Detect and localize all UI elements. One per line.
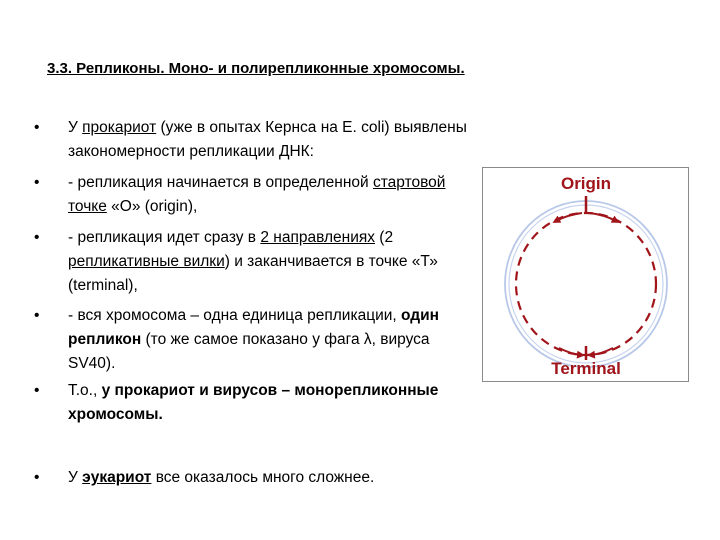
dna-circle-outer	[505, 201, 667, 367]
bullet-text-segment: (уже в опытах Кернса на E. coli) выявлены закономерности репликации ДНК:	[68, 119, 467, 160]
slide-title: 3.3. Репликоны. Моно- и полирепликонные хромосомы.	[47, 60, 465, 77]
bullet-icon: •	[34, 382, 40, 399]
bullet-text-segment: У	[68, 119, 83, 136]
bullet-item-eukaryotes	[34, 466, 474, 490]
bullet-item-two-directions	[34, 226, 474, 298]
bullet-text-segment: у прокариот и вирусов – монорепликонные хромосомы.	[68, 382, 439, 423]
bullet-text-segment: - репликация начинается в определенной	[68, 174, 373, 191]
bullet-text-segment: «О» (origin),	[106, 198, 198, 215]
replication-diagram	[482, 167, 689, 382]
bullet-icon: •	[34, 307, 40, 324]
bullet-text	[68, 226, 474, 298]
bullet-icon: •	[34, 119, 40, 136]
bullet-text-segment: - репликация идет сразу в	[68, 229, 261, 246]
bullet-text	[68, 116, 474, 164]
bullet-text-segment: прокариот	[82, 119, 157, 136]
bullet-item-prokaryotes	[34, 116, 474, 164]
bullet-text-segment: один репликон	[68, 307, 440, 348]
terminal-label: Terminal	[551, 359, 621, 378]
dna-circle-inner	[509, 205, 663, 363]
bullet-text	[68, 304, 474, 376]
bullet-item-start-point	[34, 171, 474, 219]
bullet-text-segment: репликативные вилки	[68, 253, 225, 270]
bullet-icon: •	[34, 174, 40, 191]
bullet-text-segment: У	[68, 469, 83, 486]
bullet-text-segment: ) и заканчивается в точке «Т» (terminal),	[68, 253, 438, 294]
bullet-item-one-replicon	[34, 304, 474, 376]
new-strand-dashed	[516, 213, 656, 355]
bullet-item-monoreplicon	[34, 379, 474, 427]
bullet-text	[68, 379, 474, 427]
bullet-text-segment: стартовой точке	[68, 174, 446, 215]
bullet-text	[68, 466, 474, 490]
origin-label: Origin	[560, 174, 612, 193]
bullet-text-segment: 2 направлениях	[260, 229, 375, 246]
bullet-text-segment: (то же самое показано у фага λ, вируса SV40).	[68, 331, 430, 372]
bullet-text-segment: - вся хромосома – одна единица репликации,	[68, 307, 402, 324]
bullet-text-segment: все оказалось много сложнее.	[151, 469, 375, 486]
bullet-text	[68, 171, 474, 219]
bullet-text-segment: эукариот	[82, 469, 152, 486]
replication-diagram-svg	[483, 168, 687, 380]
bullet-text-segment: (2	[375, 229, 394, 246]
bullet-icon: •	[34, 469, 40, 486]
bullet-icon: •	[34, 229, 40, 246]
bullet-text-segment: Т.о.,	[68, 382, 102, 399]
